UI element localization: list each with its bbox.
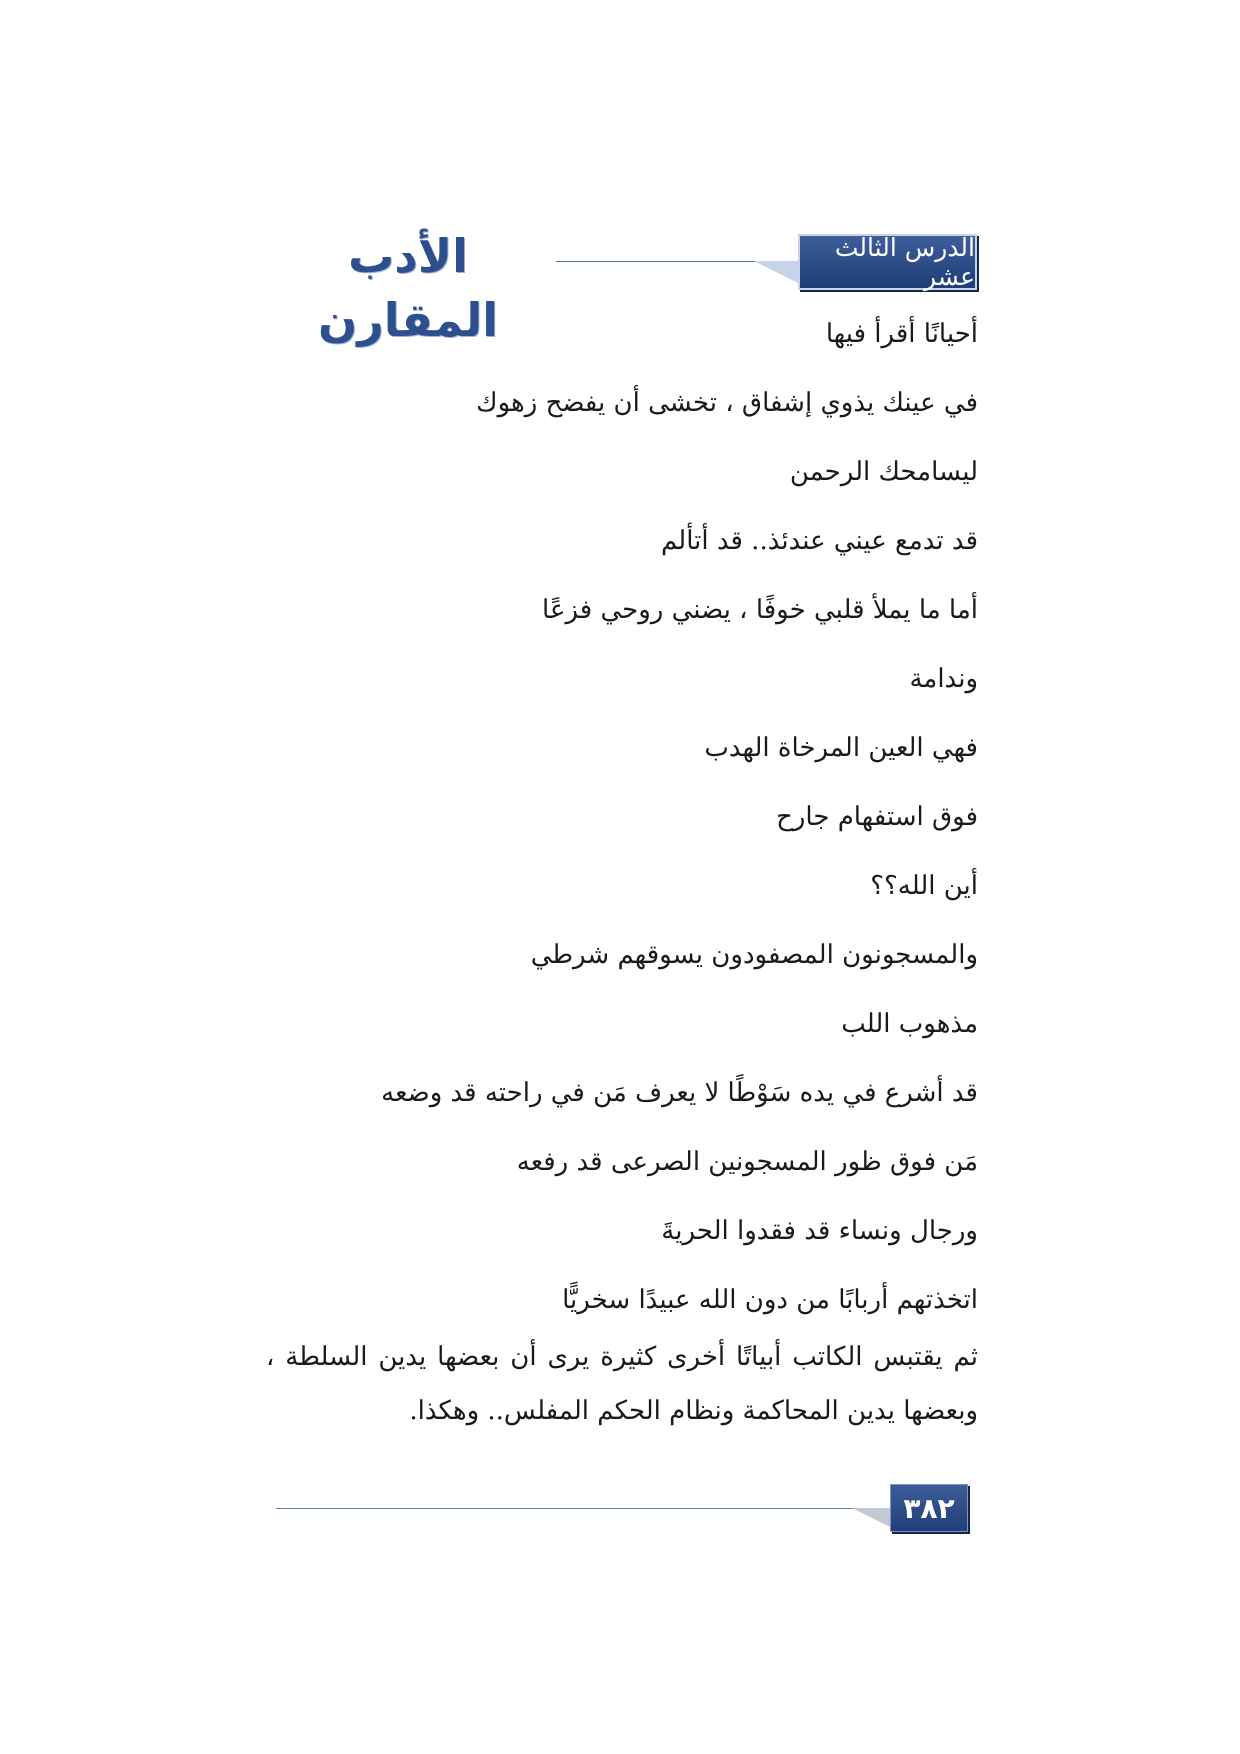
body-paragraph: ثم يقتبس الكاتب أبياتًا أخرى كثيرة يرى أن بعضها يدين السلطة ، وبعضها يدين المحاكمة ونظام الحكم المفلس.. وهكذا. <box>266 1342 978 1426</box>
verse-line: اتخذتهم أربابًا من دون الله عبيدًا سخريًّا <box>562 1285 978 1315</box>
verse-line: والمسجونون المصفودون يسوقهم شرطي <box>530 940 978 970</box>
verse-line: فهي العين المرخاة الهدب <box>704 733 978 763</box>
lesson-label: الدرس الثالث عشر <box>834 233 975 291</box>
header-divider <box>556 261 762 262</box>
book-title: الأدب المقارن <box>317 229 498 347</box>
header-divider-wedge <box>754 261 798 283</box>
footer-divider-wedge <box>852 1508 892 1528</box>
poem-verses <box>258 300 978 1335</box>
verse-line: أين الله؟؟ <box>870 871 978 901</box>
verse-line: قد تدمع عيني عندئذ.. قد أتألم <box>660 526 978 556</box>
page-number-badge <box>890 1484 968 1532</box>
footer-divider <box>276 1508 872 1509</box>
verse-line: ليسامحك الرحمن <box>789 457 978 487</box>
page-number: ٣٨٢ <box>903 1491 955 1525</box>
lesson-badge <box>798 234 977 290</box>
verse-line: قد أشرع في يده سَوْطًا لا يعرف مَن في راحته قد وضعه <box>381 1078 978 1108</box>
verse-line: مَن فوق ظور المسجونين الصرعى قد رفعه <box>516 1147 978 1177</box>
verse-line: أحيانًا أقرأ فيها <box>825 319 978 349</box>
verse-line: أما ما يملأ قلبي خوفًا ، يضني روحي فزعًا <box>542 595 978 625</box>
verse-line: مذهوب اللب <box>841 1009 978 1039</box>
verse-line: ورجال ونساء قد فقدوا الحريةَ <box>661 1216 978 1246</box>
verse-line: وندامة <box>909 664 978 694</box>
verse-line: في عينك يذوي إشفاق ، تخشى أن يفضح زهوك <box>476 388 978 418</box>
verse-line: فوق استفهام جارح <box>776 802 978 832</box>
